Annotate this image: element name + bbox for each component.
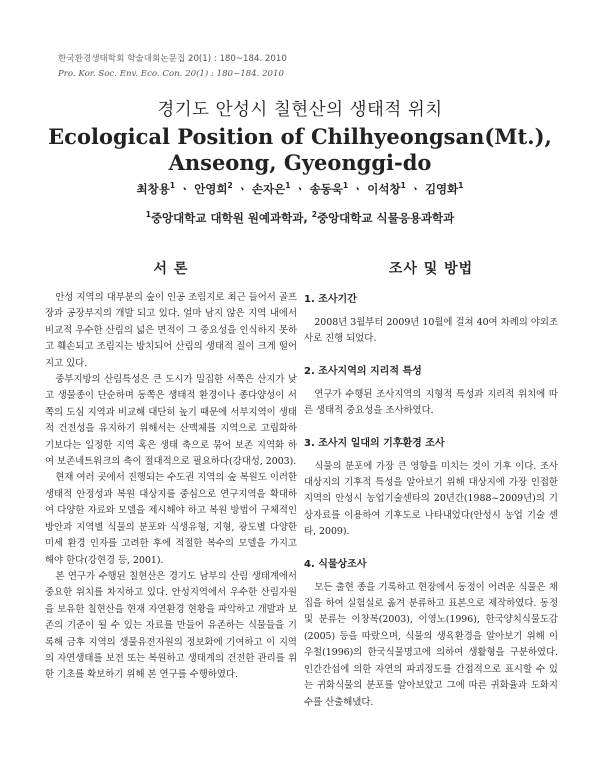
methods-subsection [304,555,558,711]
methods-subsection [304,290,558,348]
subsection-text: 2008년 3월부터 2009년 10월에 걸쳐 40여 차례의 야외조사로 진행 되었다. [304,317,558,345]
intro-column [45,258,297,684]
subsection-title: 2. 조사지역의 지리적 특성 [304,365,422,377]
intro-paragraph: 중부지방의 산림특성은 큰 도시가 밀집한 서쪽은 산지가 낮고 생물종이 단순하며 동쪽은 생태적 환경이나 종다양성이 서쪽의 도심 지역과 비교해 대단히 높기 때문에 서부지역이 생태적 건전성을 유지하기 위해서는 산맥체를 지역으로 고립화하기보다는 일정한 지역 혹은 생태 축으로 묶어 보존 지역화 하여 보존네트워크의 축이 절대적으로 필요하다(강대성, 2003). [45,374,297,468]
subsection-text: 모든 출현 종을 기록하고 현장에서 동정이 어려운 식물은 채집을 하여 실험실로 옮겨 분류하고 표본으로 제작하였다. 동정 및 분류는 이창복(2003), 이영노(1996), 한국양치식물도감(2005) 등을 따랐으며, 식물의 생육환경을 알아보기 위해 이우철(1996)의 한국식물명고에 의하여 생활형을 구분하였다. 인간간섭에 의한 자연의 파괴정도를 간접적으로 표시할 수 있는 귀화식물의 분포를 알아보았고 그에 따른 귀화율과 도화지수를 산출해냈다. [304,581,558,708]
methods-subsection [304,434,558,541]
author-name: 송동욱 [309,182,343,196]
subsection-title: 1. 조사기간 [304,294,357,305]
author-affil-mark: 1 [169,181,176,191]
author-separator: ㆍ [352,182,364,196]
methods-column [304,258,558,725]
title-english-line2: Anseong, Gyeonggi-do [168,150,432,175]
affil-mark: 2 [311,210,317,220]
title-english [0,124,600,176]
author-name: 이석창 [367,182,401,196]
author-separator: ㆍ [294,182,306,196]
author-list [0,181,600,197]
affiliations [0,210,600,226]
author-name: 김영화 [424,182,459,196]
title-korean: 경기도 안성시 칠현산의 생태적 위치 [157,100,443,120]
intro-paragraph: 본 연구가 수행된 칠현산은 경기도 남부의 산림 생태계에서 중요한 위치를 차지하고 있다. 안성지역에서 우수한 산림자원을 보유한 칠현산을 현재 자연환경 현황을 파악하고 개발과 보존의 기준이 될 수 있는 자료를 만들어 유존하는 식물들을 기록해 금후 지역의 생물유전자원의 정보화에 기여하고 이 지역의 자연생태를 보전 또는 복원하고 생태계의 건전한 관리를 위한 기초를 확보하기 위해 본 연구를 수행하였다. [45,570,297,681]
author-affil-mark: 2 [227,181,233,191]
author-name: 손자은 [251,182,286,196]
journal-header-english: Pro. Kor. Soc. Env. Eco. Con. 20(1) : 180~184. 2010 [58,69,284,79]
journal-header-korean: 한국환경생태학회 학술대회논문집 20(1) : 180~184. 2010 [58,54,287,64]
affiliation-1: 중앙대학교 대학원 원예과학과, [150,211,308,225]
author-name: 안영희 [194,182,228,196]
subsection-text: 연구가 수행된 조사지역의 지형적 특성과 지리적 위치에 따른 생태적 중요성을 조사하였다. [304,388,558,417]
section-title-methods: 조사 및 방법 [388,261,474,277]
intro-paragraph: 현재 여러 곳에서 진행되는 수도권 지역의 숲 복원도 이러한 생태적 안정성과 복원 대상지를 중심으로 연구지역을 확대하여 다양한 자료와 모델을 제시해야 하고 복원 방법이 구체적인 방안과 지역별 식물의 분포와 식생유형, 지형, 광도별 다양한 미세 환경 인자를 고려한 후에 적절한 복수의 모델을 가지고 해야 한다(강현경 등, 2001). [45,472,297,566]
subsection-title: 4. 식물상조사 [304,558,367,570]
title-english-line1: Ecological Position of Chilhyeongsan(Mt.), [48,124,552,149]
subsection-title: 3. 조사지 일대의 기후환경 조사 [304,437,445,449]
methods-subsection [304,362,558,420]
author-name: 최창용 [136,182,170,196]
journal-header [58,52,287,82]
author-separator: ㆍ [179,182,191,196]
author-separator: ㆍ [236,182,248,196]
intro-paragraph: 안성 지역의 대부분의 숲이 인공 조림지로 최근 들어서 골프장과 공장부지의 개발 되고 있다. 얼마 남지 않은 지역 내에서 비교적 우수한 산림의 넓은 면적이 그 중요성을 인식하지 못하고 훼손되고 조림지는 방치되어 산림의 생태적 질이 크게 떨어지고 있다. [45,292,297,369]
author-separator: ㆍ [409,182,421,196]
affil-mark: 1 [145,210,151,220]
author-affil-mark: 1 [342,181,349,191]
author-affil-mark: 1 [400,181,406,191]
section-title-intro: 서 론 [153,261,189,277]
subsection-text: 식물의 분포에 가장 큰 영향을 미치는 것이 기후 이다. 조사 대상지의 기후적 특성을 알아보기 위해 대상지에 가장 인접한 지역의 안성시 농업기술센타의 20년간(1988~2009년)의 기상자료를 이용하여 기후도로 나타내었다(안성시 농업 기술 센타, 2009). [304,460,558,538]
author-affil-mark: 1 [285,181,291,191]
affiliation-2: 중앙대학교 식물응용과학과 [316,211,455,225]
author-affil-mark: 1 [458,181,464,191]
